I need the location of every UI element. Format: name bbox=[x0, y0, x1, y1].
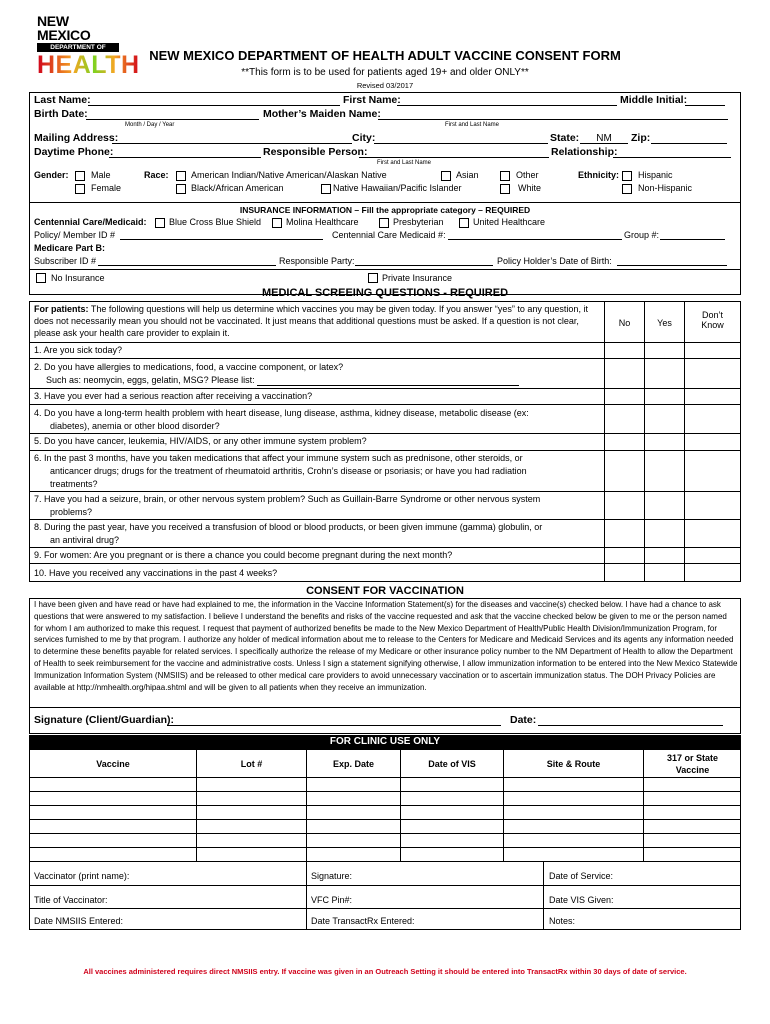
row-line-3 bbox=[29, 388, 741, 389]
col-lot: Lot # bbox=[240, 759, 263, 769]
state-field[interactable]: NM bbox=[580, 133, 628, 144]
responsible-person-label: Responsible Person: bbox=[263, 146, 368, 158]
date-service-label: Date of Service: bbox=[549, 871, 614, 881]
middle-initial-label: Middle Initial: bbox=[620, 94, 688, 106]
molina-label: Molina Healthcare bbox=[286, 217, 359, 227]
row-line-2 bbox=[29, 358, 741, 359]
city-field[interactable] bbox=[374, 133, 548, 144]
q3: 3. Have you ever had a serious reaction after receiving a vaccination? bbox=[34, 391, 313, 401]
q6b: anticancer drugs; drugs for the treatment of rheumatoid arthritis, Crohn’s disease or psoriasis; or have you had radiation bbox=[50, 466, 527, 476]
q7b: problems? bbox=[50, 507, 93, 517]
q2a: 2. Do you have allergies to medications, food, a vaccine component, or latex? bbox=[34, 362, 344, 372]
clinic-header: FOR CLINIC USE ONLY bbox=[29, 735, 741, 750]
date-nmsiis-label: Date NMSIIS Entered: bbox=[34, 916, 124, 926]
relationship-label: Relationship: bbox=[551, 146, 618, 158]
ethnicity-label: Ethnicity: bbox=[578, 170, 620, 180]
title-vacc-label: Title of Vaccinator: bbox=[34, 895, 108, 905]
mothers-maiden-field[interactable] bbox=[378, 109, 728, 120]
clinic-row-7 bbox=[29, 861, 741, 862]
q8b: an antiviral drug? bbox=[50, 535, 120, 545]
clinic-bottom-col-2 bbox=[543, 861, 544, 930]
row-line-7 bbox=[29, 491, 741, 492]
birth-date-field[interactable] bbox=[86, 109, 259, 120]
male-checkbox[interactable] bbox=[75, 171, 85, 181]
race-nh-checkbox[interactable] bbox=[321, 184, 331, 194]
col-yes: Yes bbox=[657, 318, 672, 328]
q2b bbox=[46, 374, 519, 386]
col-317: 317 or State Vaccine bbox=[666, 753, 719, 775]
intro-bold: For patients: bbox=[34, 304, 89, 314]
gender-label: Gender: bbox=[34, 170, 69, 180]
mothers-maiden-label: Mother’s Maiden Name: bbox=[263, 108, 381, 120]
vacc-signature-label: Signature: bbox=[311, 871, 353, 881]
zip-label: Zip: bbox=[631, 132, 651, 144]
dob-holder-label: Policy Holder’s Date of Birth: bbox=[497, 256, 612, 266]
non-hispanic-checkbox[interactable] bbox=[622, 184, 632, 194]
q8a: 8. During the past year, have you received a transfusion of blood or blood products, or been given immune (gamma) globulin, or bbox=[34, 522, 543, 532]
q10: 10. Have you received any vaccinations in the past 4 weeks? bbox=[34, 568, 278, 578]
clinic-bottom-col-1 bbox=[306, 861, 307, 930]
hispanic-label: Hispanic bbox=[638, 170, 673, 180]
screening-title: MEDICAL SCREEING QUESTIONS - REQUIRED bbox=[261, 287, 509, 299]
q1: 1. Are you sick today? bbox=[34, 345, 123, 355]
footer-note: All vaccines administered requires direct NMSIIS entry. If vaccine was given in an Outreach Setting it should be entered into TransactRx within 30 days of date of service. bbox=[83, 967, 687, 976]
row-line-4 bbox=[29, 404, 741, 405]
clinic-bottom-row-2 bbox=[29, 908, 741, 909]
race-black-label: Black/African American bbox=[191, 183, 284, 193]
race-black-checkbox[interactable] bbox=[176, 184, 186, 194]
revised-date: Revised 03/2017 bbox=[356, 81, 414, 90]
race-ai-label: American Indian/Native American/Alaskan Native bbox=[191, 170, 387, 180]
date-field[interactable] bbox=[538, 715, 723, 726]
first-last-hint-2: First and Last Name bbox=[377, 160, 432, 166]
medicare-label: Medicare Part B: bbox=[34, 243, 106, 253]
race-other-label: Other bbox=[516, 170, 539, 180]
daytime-phone-field[interactable] bbox=[109, 147, 261, 158]
clinic-row-1 bbox=[29, 777, 741, 778]
col-no: No bbox=[618, 318, 631, 328]
insurance-bottom-divider bbox=[29, 269, 741, 270]
race-ai-checkbox[interactable] bbox=[176, 171, 186, 181]
q6a: 6. In the past 3 months, have you taken medications that affect your immune system such as prednisone, other steroids, or bbox=[34, 453, 523, 463]
form-subtitle: **This form is to be used for patients aged 19+ and older ONLY** bbox=[241, 67, 529, 78]
insurance-divider bbox=[29, 202, 741, 203]
bcbs-checkbox[interactable] bbox=[155, 218, 165, 228]
no-insurance-label: No Insurance bbox=[51, 273, 105, 283]
date-label: Date: bbox=[510, 714, 537, 726]
col-vaccine: Vaccine bbox=[96, 759, 130, 769]
presbyterian-label: Presbyterian bbox=[393, 217, 444, 227]
race-white-label: White bbox=[518, 183, 542, 193]
screening-intro bbox=[34, 303, 600, 339]
mailing-address-field[interactable] bbox=[112, 133, 352, 144]
dob-hint: Month / Day / Year bbox=[125, 122, 175, 128]
row-line-9 bbox=[29, 547, 741, 548]
row-line-5 bbox=[29, 433, 741, 434]
policy-label: Policy/ Member ID # bbox=[34, 230, 116, 240]
resp-party-label: Responsible Party: bbox=[279, 256, 355, 266]
race-label: Race: bbox=[144, 170, 169, 180]
vaccinator-label: Vaccinator (print name): bbox=[34, 871, 130, 881]
date-vis-given-label: Date VIS Given: bbox=[549, 895, 614, 905]
clinic-row-2 bbox=[29, 791, 741, 792]
col-divider-3 bbox=[684, 301, 685, 582]
race-nh-label: Native Hawaiian/Pacific Islander bbox=[333, 183, 462, 193]
date-transact-label: Date TransactRx Entered: bbox=[311, 916, 415, 926]
q4a: 4. Do you have a long-term health problem with heart disease, lung disease, asthma, kidney disease, metabolic disease (ex: bbox=[34, 408, 529, 418]
private-insurance-label: Private Insurance bbox=[382, 273, 453, 283]
consent-text: I have been given and have read or have had explained to me, the information in the Vaccine Information Statement(s) for the diseases and vaccine(s) checked below. I have had a chance to ask questions that were answered to my satisfaction. I believe I understand the benefits and risks of the vaccine requested and ask that the vaccine checked below be given to me or the person named for whom I am authorized to make this request. I request that payment of authorized benefits be made to the New Mexico Department of Health/Public Health Division/Immunization Program, for services furnished to me by that program. I authorize any holder of medical information about me to release to the Centers for Medicare and Medicaid Services and its agents any information needed to determine these benefits payable for related services. I specifically authorize the release of my Medicare or other insurance policy number to the NM Department of Health to allow the Department of Health to seek reimbursement for the vaccine and administrative costs. Unless I sign a statement signifying otherwise, I allow immunization information to be entered into the New Mexico Statewide Immunization Information System (NMSIIS) and be released to other medical care providers to avoid unnecessary vaccination or to ascertain immunization status. The DOH Privacy Policies are available at http://nmhealth.org/hipaa.shtml and will be given to all patients when they receive an immunization. bbox=[34, 600, 738, 692]
logo-line2: DEPARTMENT OF bbox=[37, 43, 119, 52]
bcbs-label: Blue Cross Blue Shield bbox=[169, 217, 262, 227]
col-dont-know: Don’t Know bbox=[701, 310, 724, 330]
q9: 9. For women: Are you pregnant or is there a chance you could become pregnant during the next month? bbox=[34, 550, 453, 560]
col-divider-2 bbox=[644, 301, 645, 582]
row-line-10 bbox=[29, 563, 741, 564]
group-field[interactable] bbox=[660, 230, 725, 240]
q4b: diabetes), anemia or other blood disorder? bbox=[50, 421, 220, 431]
mailing-address-label: Mailing Address: bbox=[34, 132, 119, 144]
race-asian-checkbox[interactable] bbox=[441, 171, 451, 181]
resp-party-field[interactable] bbox=[355, 256, 493, 266]
hispanic-checkbox[interactable] bbox=[622, 171, 632, 181]
notes-label: Notes: bbox=[549, 916, 576, 926]
clinic-row-5 bbox=[29, 833, 741, 834]
col-divider-1 bbox=[604, 301, 605, 582]
intro-text: The following questions will help us determine which vaccines you may be given today. If you answer “yes” to any question, it does not necessarily mean you should not be vaccinated. It just means that additional questions must be asked. If a question is not clear, please ask your health care provider to explain it. bbox=[34, 304, 588, 338]
birth-date-label: Birth Date: bbox=[34, 108, 88, 120]
middle-initial-field[interactable] bbox=[685, 95, 725, 106]
policy-field[interactable] bbox=[120, 230, 323, 240]
last-name-label: Last Name: bbox=[34, 94, 91, 106]
responsible-person-field[interactable] bbox=[359, 147, 549, 158]
last-name-field[interactable] bbox=[88, 95, 340, 106]
q5: 5. Do you have cancer, leukemia, HIV/AIDS, or any other immune system problem? bbox=[34, 436, 367, 446]
vfc-label: VFC Pin#: bbox=[311, 895, 353, 905]
q6c: treatments? bbox=[50, 479, 98, 489]
dob-holder-field[interactable] bbox=[617, 256, 727, 266]
q7a: 7. Have you had a seizure, brain, or other nervous system problem? Such as Guillain-Barre Syndrome or other nervous system bbox=[34, 494, 541, 504]
row-line-8 bbox=[29, 519, 741, 520]
subscriber-label: Subscriber ID # bbox=[34, 256, 97, 266]
form-title: NEW MEXICO DEPARTMENT OF HEALTH ADULT VACCINE CONSENT FORM bbox=[149, 48, 621, 63]
consent-title: CONSENT FOR VACCINATION bbox=[306, 585, 464, 597]
non-hispanic-label: Non-Hispanic bbox=[638, 183, 693, 193]
consent-divider bbox=[29, 707, 741, 708]
col-date-vis: Date of VIS bbox=[428, 759, 476, 769]
cc-medicaid-field[interactable] bbox=[448, 230, 622, 240]
relationship-field[interactable] bbox=[613, 147, 731, 158]
allergy-list-field[interactable] bbox=[257, 376, 519, 386]
first-last-hint: First and Last Name bbox=[445, 122, 500, 128]
male-label: Male bbox=[91, 170, 111, 180]
insurance-header: INSURANCE INFORMATION – Fill the appropriate category – REQUIRED bbox=[239, 205, 531, 215]
private-insurance-checkbox[interactable] bbox=[368, 273, 378, 283]
centennial-label: Centennial Care/Medicaid: bbox=[34, 217, 147, 227]
presbyterian-checkbox[interactable] bbox=[379, 218, 389, 228]
logo-line1: NEW MEXICO bbox=[37, 13, 91, 43]
q2b-text: Such as: neomycin, eggs, gelatin, MSG? Please list: bbox=[46, 375, 258, 385]
clinic-row-6 bbox=[29, 847, 741, 848]
row-line-6 bbox=[29, 450, 741, 451]
clinic-bottom-row-1 bbox=[29, 885, 741, 886]
signature-label: Signature (Client/Guardian): bbox=[34, 714, 175, 726]
first-name-field[interactable] bbox=[397, 95, 617, 106]
daytime-phone-label: Daytime Phone: bbox=[34, 146, 114, 158]
row-line-1 bbox=[29, 342, 741, 343]
race-other-checkbox[interactable] bbox=[500, 171, 510, 181]
state-label: State: bbox=[550, 132, 580, 144]
united-label: United Healthcare bbox=[473, 217, 546, 227]
no-insurance-checkbox[interactable] bbox=[36, 273, 46, 283]
race-white-checkbox[interactable] bbox=[500, 184, 510, 194]
female-label: Female bbox=[91, 183, 122, 193]
clinic-row-3 bbox=[29, 805, 741, 806]
clinic-row-4 bbox=[29, 819, 741, 820]
female-checkbox[interactable] bbox=[75, 184, 85, 194]
molina-checkbox[interactable] bbox=[272, 218, 282, 228]
city-label: City: bbox=[352, 132, 376, 144]
united-checkbox[interactable] bbox=[459, 218, 469, 228]
race-asian-label: Asian bbox=[456, 170, 479, 180]
logo-health-text: HEALTH bbox=[37, 51, 140, 79]
signature-field[interactable] bbox=[167, 715, 501, 726]
first-name-label: First Name: bbox=[343, 94, 401, 106]
col-site-route: Site & Route bbox=[546, 759, 601, 769]
zip-field[interactable] bbox=[651, 133, 727, 144]
col-exp-date: Exp. Date bbox=[332, 759, 374, 769]
subscriber-field[interactable] bbox=[98, 256, 276, 266]
cc-medicaid-label: Centennial Care Medicaid #: bbox=[332, 230, 446, 240]
group-label: Group #: bbox=[624, 230, 660, 240]
